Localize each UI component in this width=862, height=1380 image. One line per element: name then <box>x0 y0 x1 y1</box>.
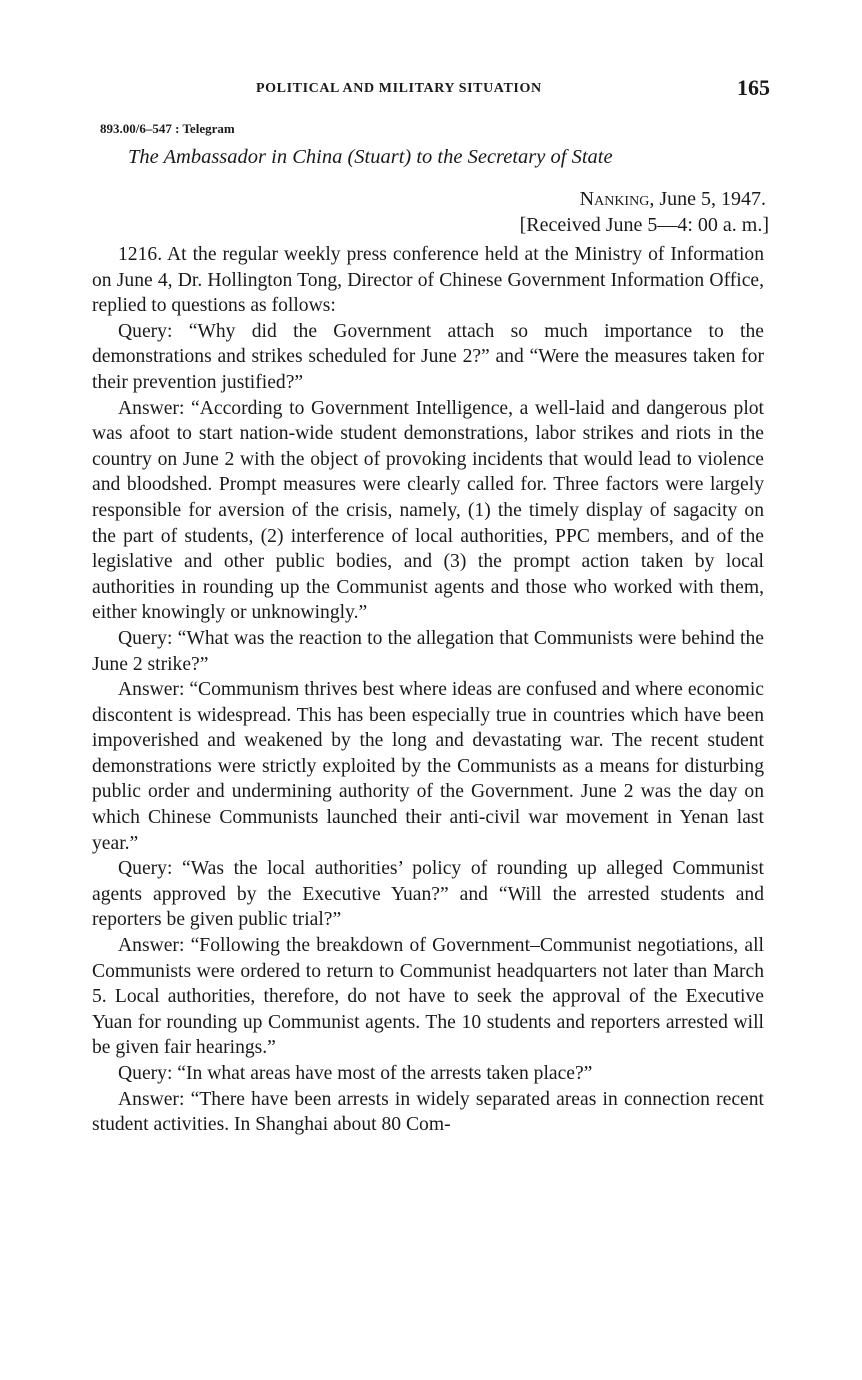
received-note: [Received June 5—4: 00 a. m.] <box>519 214 769 236</box>
paragraph-query-2: Query: “What was the reaction to the allegation that Communists were behind the June 2 strike?” <box>92 627 764 675</box>
paragraph-answer-1: Answer: “According to Government Intelligence, a well-laid and dangerous plot was afoot to start nation-wide student demonstrations, labor strikes and riots in the country on June 2 with the object of provoking incidents that would lead to violence and bloodshed. Prompt measures were clearly called for. Three factors were largely responsible for aversion of the crisis, namely, (1) the timely display of sagacity on the part of students, (2) interference of local authorities, PPC members, and of the legislative and other public bodies, and (3) the prompt action taken by local authorities in rounding up the Communist agents and those who worked with them, either knowingly or unknowingly.” <box>92 397 764 624</box>
paragraph-intro: 1216. At the regular weekly press conference held at the Ministry of Information on June 4, Dr. Hollington Tong, Director of Chinese Government Information Office, replied to questions as follows: <box>92 244 764 317</box>
running-header <box>96 77 770 101</box>
document-heading: The Ambassador in China (Stuart) to the Secretary of State <box>128 146 613 168</box>
paragraph-answer-3: Answer: “Following the breakdown of Government–Communist negotiations, all Communists were ordered to return to Communist headquarters not later than March 5. Local authorities, therefore, do not have to seek the approval of the Executive Yuan for rounding up Communist agents. The 10 students and reporters arrested will be given fair hearings.” <box>92 935 764 1059</box>
paragraph-query-1: Query: “Why did the Government attach so much importance to the demonstrations and strikes scheduled for June 2?” and “Were the measures taken for their prevention justified?” <box>92 320 764 393</box>
paragraph-answer-4: Answer: “There have been arrests in widely separated areas in connection recent student activities. In Shanghai about 80 Com- <box>92 1088 764 1136</box>
dateline-place: Nanking, <box>579 188 655 210</box>
body-text <box>92 242 764 1138</box>
paragraph-query-4: Query: “In what areas have most of the arrests taken place?” <box>118 1063 593 1084</box>
page-number: 165 <box>737 75 770 100</box>
dateline <box>580 188 766 211</box>
file-reference: 893.00/6–547 : Telegram <box>100 121 235 136</box>
running-title: POLITICAL AND MILITARY SITUATION <box>256 81 542 96</box>
paragraph-query-3: Query: “Was the local authorities’ policy of rounding up alleged Communist agents approved by the Executive Yuan?” and “Will the arrested students and reporters be given public trial?” <box>92 858 764 931</box>
dateline-date: June 5, 1947. <box>654 188 766 210</box>
paragraph-answer-2: Answer: “Communism thrives best where ideas are confused and where economic discontent is widespread. This has been especially true in countries which have been impoverished and weakened by the long and devastating war. The recent student demonstrations were strictly exploited by the Communists as a means for disturbing public order and undermining authority of the Government. June 2 was the day on which Chinese Communists launched their anti-civil war movement in Yenan last year.” <box>92 679 764 854</box>
